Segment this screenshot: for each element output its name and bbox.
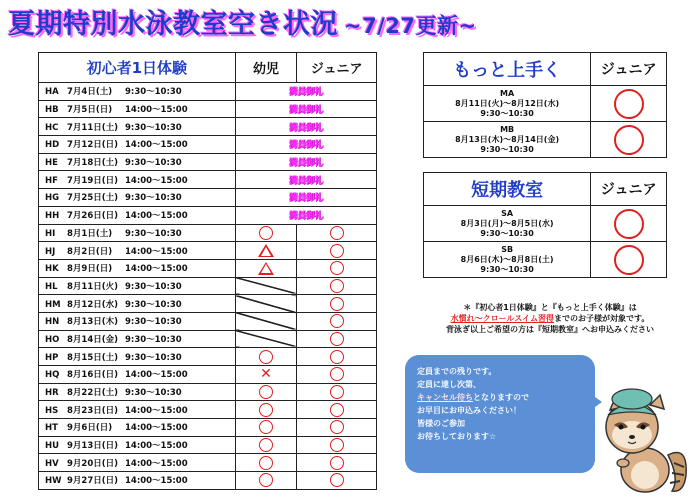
kid-availability	[235, 472, 297, 490]
schedule-date-cell	[39, 224, 236, 242]
class-time: 14:00～15:00	[125, 476, 188, 487]
bubble-line-3-rest: となりますので	[473, 393, 529, 402]
speech-bubble	[405, 355, 595, 473]
class-time: 9:30～10:30	[125, 193, 182, 204]
circle-icon	[330, 473, 344, 487]
class-time: 9:30～10:30	[480, 108, 534, 118]
schedule-row	[39, 312, 377, 330]
class-time: 14:00～15:00	[125, 175, 188, 186]
class-time: 9:30～10:30	[125, 388, 182, 399]
class-code: HW	[45, 476, 62, 487]
note-line-2-rest: までのお子様が対象です。	[554, 314, 650, 323]
schedule-date-cell	[39, 436, 236, 454]
class-time: 14:00～15:00	[125, 105, 188, 116]
plus-row-info	[424, 86, 591, 122]
kid-availability	[235, 454, 297, 472]
class-date: 7月12日(日)	[67, 140, 119, 151]
update-date: ~7/27更新~	[344, 14, 477, 38]
circle-icon	[259, 438, 273, 452]
short-table-title: 短期教室	[424, 173, 591, 206]
schedule-row	[39, 136, 377, 154]
plus-schedule-table	[423, 52, 667, 158]
circle-icon	[330, 279, 344, 293]
circle-icon	[259, 473, 273, 487]
bubble-line-5: 皆様のご参加	[417, 419, 465, 428]
class-date: 8月1日(土)	[67, 228, 113, 239]
circle-icon	[330, 226, 344, 240]
class-code: HS	[45, 405, 59, 416]
class-code: HE	[45, 158, 58, 169]
schedule-date-cell	[39, 259, 236, 277]
raccoon-mascot-icon	[590, 385, 690, 495]
schedule-row	[39, 224, 377, 242]
class-date: 7月19日(日)	[67, 175, 119, 186]
circle-icon	[259, 403, 273, 417]
bubble-line-4: お早目にお申込みください！	[417, 406, 521, 415]
availability-circle	[591, 206, 667, 242]
class-time: 9:30～10:30	[480, 144, 534, 154]
junior-availability	[297, 472, 377, 490]
class-date: 8月9日(日)	[67, 264, 113, 275]
schedule-row	[39, 383, 377, 401]
note-highlight: 水慣れ～クロールスイム習得	[450, 314, 555, 323]
schedule-date-cell	[39, 171, 236, 189]
kid-availability	[235, 242, 297, 260]
class-time: 9:30～10:30	[125, 228, 182, 239]
circle-icon	[330, 350, 344, 364]
full-label: 満員御礼	[235, 206, 376, 224]
class-date: 8月22日(土)	[67, 388, 119, 399]
note-line-2	[405, 313, 695, 324]
junior-availability	[297, 259, 377, 277]
class-code: HH	[45, 211, 60, 222]
class-code: HO	[45, 334, 60, 345]
junior-availability	[297, 295, 377, 313]
schedule-date-cell	[39, 242, 236, 260]
class-date: 8月11日(火)	[67, 281, 119, 292]
junior-availability	[297, 366, 377, 384]
circle-icon	[259, 385, 273, 399]
schedule-date-cell	[39, 454, 236, 472]
class-time: 14:00～15:00	[125, 423, 188, 434]
class-date: 8月13日(木)	[67, 317, 119, 328]
class-code: HB	[45, 105, 59, 116]
junior-availability	[297, 242, 377, 260]
class-code: SB	[501, 244, 514, 254]
schedule-row	[39, 171, 377, 189]
class-code: HC	[45, 122, 59, 133]
schedule-date-cell	[39, 153, 236, 171]
schedule-row	[39, 454, 377, 472]
schedule-row	[39, 153, 377, 171]
junior-availability	[297, 436, 377, 454]
kid-availability	[235, 224, 297, 242]
circle-icon	[330, 261, 344, 275]
kid-availability	[235, 401, 297, 419]
schedule-row	[39, 189, 377, 207]
class-time: 9:30～10:30	[125, 334, 182, 345]
class-time: 14:00～15:00	[125, 441, 188, 452]
circle-icon	[330, 403, 344, 417]
short-row	[424, 242, 667, 278]
class-date: 7月25日(土)	[67, 193, 119, 204]
class-date: 7月26日(日)	[67, 211, 119, 222]
junior-column-header: ジュニア	[297, 53, 377, 83]
class-code: HR	[45, 388, 59, 399]
kid-availability	[235, 419, 297, 437]
junior-availability	[297, 348, 377, 366]
class-dates: 8月13日(木)～8月14日(金)	[455, 134, 560, 144]
kid-availability	[235, 277, 297, 295]
circle-icon	[330, 332, 344, 346]
class-time: 14:00～15:00	[125, 458, 188, 469]
circle-icon	[330, 456, 344, 470]
class-time: 9:30～10:30	[125, 87, 182, 98]
class-date: 9月6日(日)	[67, 423, 113, 434]
junior-availability	[297, 401, 377, 419]
note-line-3: 背泳ぎ以上ご希望の方は『短期教室』へお申込みください	[446, 325, 654, 334]
kid-availability	[235, 312, 297, 330]
full-label: 満員御礼	[235, 153, 376, 171]
schedule-date-cell	[39, 401, 236, 419]
plus-table-title: もっと上手く	[424, 53, 591, 86]
circle-icon	[330, 385, 344, 399]
junior-availability	[297, 224, 377, 242]
kid-availability	[235, 330, 297, 348]
kid-availability	[235, 348, 297, 366]
class-code: HP	[45, 352, 59, 363]
full-label: 満員御礼	[235, 83, 376, 101]
schedule-row	[39, 83, 377, 101]
triangle-icon	[258, 262, 274, 275]
class-code: HT	[45, 423, 58, 434]
schedule-row	[39, 419, 377, 437]
junior-availability	[297, 419, 377, 437]
class-time: 9:30～10:30	[125, 317, 182, 328]
schedule-row	[39, 206, 377, 224]
schedule-date-cell	[39, 366, 236, 384]
circle-icon	[330, 297, 344, 311]
schedule-date-cell	[39, 100, 236, 118]
schedule-date-cell	[39, 312, 236, 330]
class-time: 14:00～15:00	[125, 246, 188, 257]
schedule-date-cell	[39, 206, 236, 224]
junior-availability	[297, 330, 377, 348]
class-time: 9:30～10:30	[480, 228, 534, 238]
plus-row-info	[424, 122, 591, 158]
class-date: 7月4日(土)	[67, 87, 113, 98]
class-time: 9:30～10:30	[125, 352, 182, 363]
class-code: HF	[45, 175, 58, 186]
schedule-row	[39, 118, 377, 136]
class-date: 8月16日(日)	[67, 370, 119, 381]
class-time: 14:00～15:00	[125, 370, 188, 381]
circle-icon	[330, 420, 344, 434]
title-text: 夏期特別水泳教室空き状況	[8, 9, 338, 40]
availability-circle	[591, 242, 667, 278]
plus-row	[424, 86, 667, 122]
schedule-row	[39, 100, 377, 118]
schedule-date-cell	[39, 189, 236, 207]
full-label: 満員御礼	[235, 100, 376, 118]
class-code: HU	[45, 441, 60, 452]
kid-availability	[235, 259, 297, 277]
schedule-row	[39, 295, 377, 313]
bubble-line-6: お待ちしております☆	[417, 432, 497, 441]
class-dates: 8月6日(木)～8月8日(土)	[460, 254, 554, 264]
class-time: 9:30～10:30	[125, 281, 182, 292]
class-date: 8月2日(日)	[67, 246, 113, 257]
schedule-row	[39, 401, 377, 419]
class-date: 7月11日(土)	[67, 122, 119, 133]
class-code: HV	[45, 458, 59, 469]
schedule-row	[39, 348, 377, 366]
class-code: HI	[45, 228, 56, 239]
short-junior-header: ジュニア	[591, 173, 667, 206]
class-code: HM	[45, 299, 61, 310]
kid-column-header: 幼児	[235, 53, 297, 83]
full-label: 満員御礼	[235, 171, 376, 189]
class-date: 7月18日(土)	[67, 158, 119, 169]
class-time: 14:00～15:00	[125, 140, 188, 151]
schedule-row	[39, 259, 377, 277]
class-date: 8月12日(水)	[67, 299, 119, 310]
class-code: HG	[45, 193, 60, 204]
schedule-row	[39, 277, 377, 295]
junior-availability	[297, 454, 377, 472]
plus-row	[424, 122, 667, 158]
class-code: HQ	[45, 370, 60, 381]
class-dates: 8月3日(月)～8月5日(水)	[460, 218, 554, 228]
bubble-line-2: 定員に達し次第、	[417, 380, 481, 389]
junior-availability	[297, 312, 377, 330]
eligibility-note	[405, 302, 695, 335]
schedule-date-cell	[39, 277, 236, 295]
bubble-waitlist: キャンセル待ち	[417, 393, 473, 402]
circle-icon	[259, 456, 273, 470]
class-date: 8月14日(金)	[67, 334, 119, 345]
schedule-row	[39, 436, 377, 454]
schedule-date-cell	[39, 83, 236, 101]
availability-circle	[591, 86, 667, 122]
schedule-date-cell	[39, 295, 236, 313]
triangle-icon	[258, 244, 274, 257]
beginner-table-title: 初心者1日体験	[39, 53, 236, 83]
bubble-line-3	[417, 391, 583, 404]
class-time: 9:30～10:30	[480, 264, 534, 274]
circle-icon	[259, 350, 273, 364]
schedule-row	[39, 472, 377, 490]
circle-icon	[330, 314, 344, 328]
short-row-info	[424, 242, 591, 278]
class-date: 9月27日(日)	[67, 476, 119, 487]
class-time: 14:00～15:00	[125, 211, 188, 222]
short-term-schedule-table	[423, 172, 667, 278]
schedule-date-cell	[39, 472, 236, 490]
class-date: 9月13日(日)	[67, 441, 119, 452]
circle-icon	[330, 438, 344, 452]
plus-junior-header: ジュニア	[591, 53, 667, 86]
class-date: 9月20日(日)	[67, 458, 119, 469]
class-time: 9:30～10:30	[125, 158, 182, 169]
class-code: HJ	[45, 246, 56, 257]
schedule-date-cell	[39, 383, 236, 401]
full-label: 満員御礼	[235, 118, 376, 136]
class-time: 14:00～15:00	[125, 405, 188, 416]
bubble-line-1: 定員までの残りです。	[417, 367, 497, 376]
class-date: 8月23日(日)	[67, 405, 119, 416]
kid-availability	[235, 295, 297, 313]
schedule-row	[39, 366, 377, 384]
class-code: HL	[45, 281, 58, 292]
class-code: HN	[45, 317, 60, 328]
schedule-date-cell	[39, 330, 236, 348]
short-row-info	[424, 206, 591, 242]
class-code: MA	[500, 88, 515, 98]
circle-icon	[259, 226, 273, 240]
class-code: MB	[500, 124, 515, 134]
schedule-date-cell	[39, 419, 236, 437]
circle-icon	[330, 367, 344, 381]
note-line-1: ＊『初心者1日体験』と『もっと上手く体験』は	[463, 303, 637, 312]
class-code: HD	[45, 140, 60, 151]
junior-availability	[297, 383, 377, 401]
kid-availability	[235, 366, 297, 384]
class-date: 7月5日(日)	[67, 105, 113, 116]
availability-circle	[591, 122, 667, 158]
short-row	[424, 206, 667, 242]
class-code: HK	[45, 264, 59, 275]
class-dates: 8月11日(火)～8月12日(水)	[455, 98, 560, 108]
schedule-date-cell	[39, 118, 236, 136]
class-time: 9:30～10:30	[125, 299, 182, 310]
class-date: 8月15日(土)	[67, 352, 119, 363]
page-title	[8, 2, 477, 42]
full-label: 満員御礼	[235, 136, 376, 154]
circle-icon	[330, 244, 344, 258]
class-code: SA	[501, 208, 514, 218]
beginner-schedule-table	[38, 52, 377, 490]
kid-availability	[235, 436, 297, 454]
cross-icon: ✕	[260, 366, 272, 383]
circle-icon	[259, 420, 273, 434]
schedule-date-cell	[39, 136, 236, 154]
full-label: 満員御礼	[235, 189, 376, 207]
class-time: 9:30～10:30	[125, 122, 182, 133]
kid-availability	[235, 383, 297, 401]
class-code: HA	[45, 87, 59, 98]
schedule-row	[39, 330, 377, 348]
schedule-row	[39, 242, 377, 260]
schedule-date-cell	[39, 348, 236, 366]
junior-availability	[297, 277, 377, 295]
class-time: 14:00～15:00	[125, 264, 188, 275]
